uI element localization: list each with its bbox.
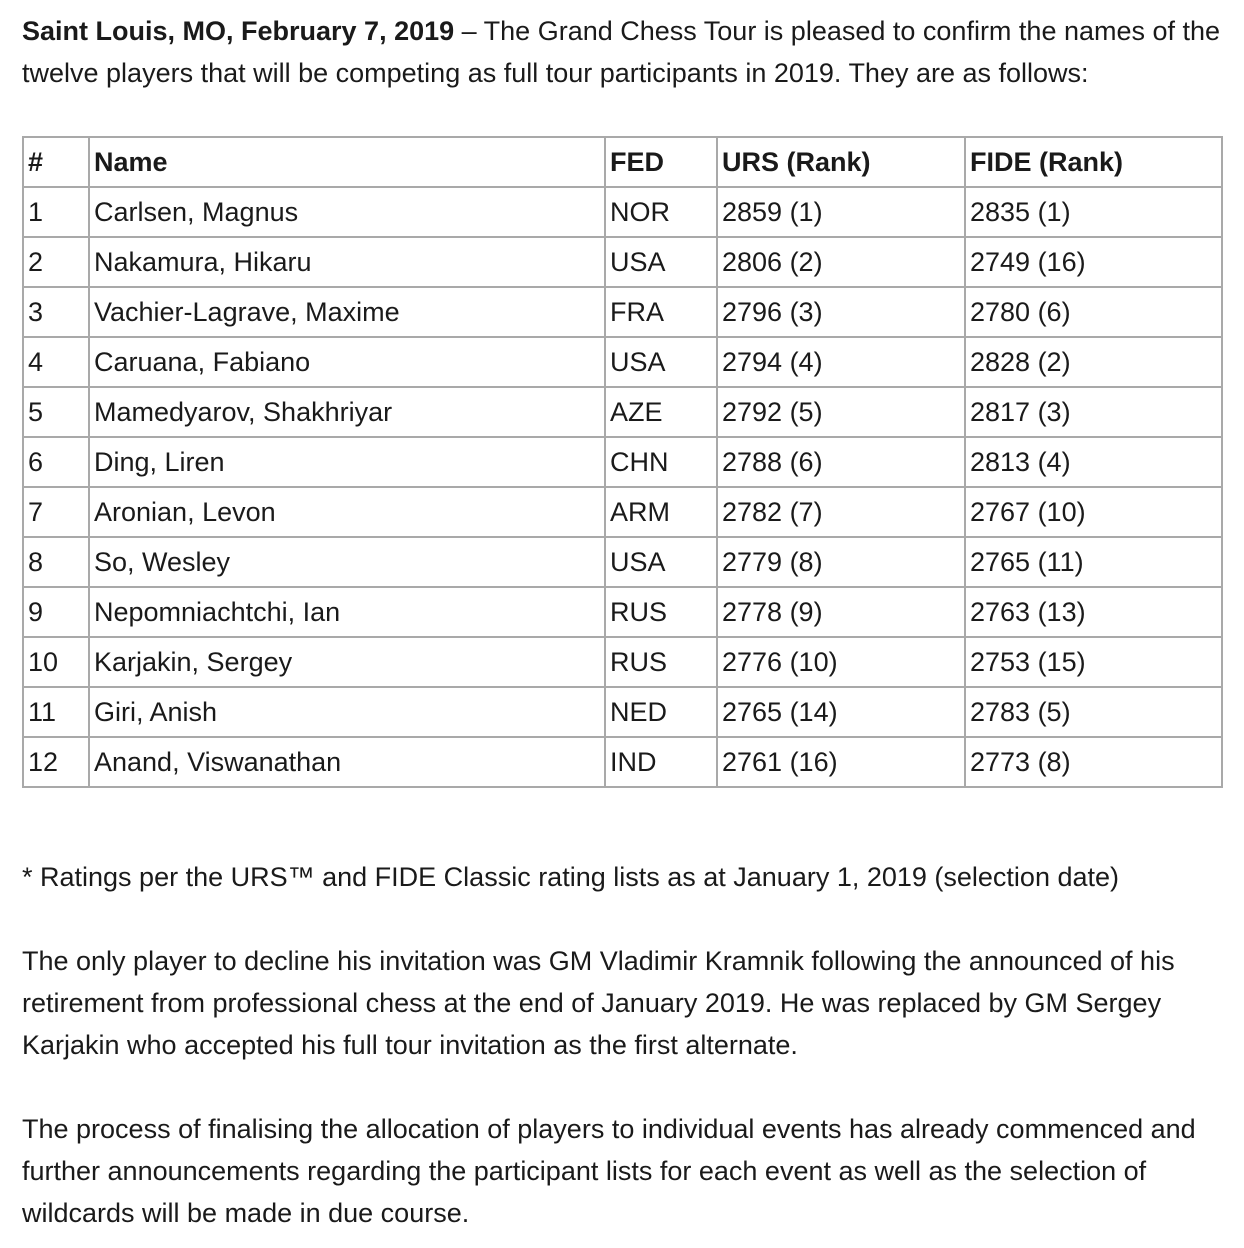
cell-name: Nepomniachtchi, Ian: [89, 587, 605, 637]
cell-urs: 2859 (1): [717, 187, 965, 237]
cell-name: Karjakin, Sergey: [89, 637, 605, 687]
cell-urs: 2761 (16): [717, 737, 965, 787]
cell-number: 10: [23, 637, 89, 687]
cell-federation: USA: [605, 537, 717, 587]
dateline: Saint Louis, MO, February 7, 2019: [22, 16, 455, 46]
table-row: [23, 637, 1222, 687]
cell-fide: 2780 (6): [965, 287, 1222, 337]
cell-number: 3: [23, 287, 89, 337]
cell-federation: NOR: [605, 187, 717, 237]
table-row: [23, 437, 1222, 487]
intro-paragraph: [22, 10, 1227, 94]
cell-urs: 2779 (8): [717, 537, 965, 587]
cell-urs: 2782 (7): [717, 487, 965, 537]
cell-name: So, Wesley: [89, 537, 605, 587]
table-header-row: [23, 137, 1222, 187]
table-row: [23, 737, 1222, 787]
cell-urs: 2806 (2): [717, 237, 965, 287]
table-row: [23, 337, 1222, 387]
cell-fide: 2828 (2): [965, 337, 1222, 387]
table-row: [23, 237, 1222, 287]
cell-name: Ding, Liren: [89, 437, 605, 487]
cell-urs: 2796 (3): [717, 287, 965, 337]
cell-fide: 2767 (10): [965, 487, 1222, 537]
cell-fide: 2817 (3): [965, 387, 1222, 437]
cell-fide: 2763 (13): [965, 587, 1222, 637]
cell-number: 7: [23, 487, 89, 537]
table-row: [23, 387, 1222, 437]
table-row: [23, 487, 1222, 537]
cell-number: 4: [23, 337, 89, 387]
cell-fide: 2765 (11): [965, 537, 1222, 587]
intro-text: – The Grand Chess Tour is pleased to confirm the names of the twelve players that will be competing as full tour participants in 2019. They are as follows:: [22, 16, 1221, 88]
cell-federation: NED: [605, 687, 717, 737]
table-row: [23, 687, 1222, 737]
process-paragraph: The process of finalising the allocation of players to individual events has already commenced and further announcements regarding the participant lists for each event as well as the selection of wildcards will be made in due course.: [22, 1114, 1196, 1228]
cell-fide: 2749 (16): [965, 237, 1222, 287]
header-fide-rank: FIDE (Rank): [965, 137, 1222, 187]
cell-federation: AZE: [605, 387, 717, 437]
cell-federation: CHN: [605, 437, 717, 487]
players-table: [22, 136, 1223, 788]
cell-number: 8: [23, 537, 89, 587]
cell-urs: 2776 (10): [717, 637, 965, 687]
cell-number: 2: [23, 237, 89, 287]
cell-fide: 2753 (15): [965, 637, 1222, 687]
ratings-footnote: * Ratings per the URS™ and FIDE Classic rating lists as at January 1, 2019 (selection date): [22, 862, 1120, 892]
cell-number: 9: [23, 587, 89, 637]
cell-fide: 2813 (4): [965, 437, 1222, 487]
table-row: [23, 537, 1222, 587]
cell-federation: RUS: [605, 587, 717, 637]
cell-urs: 2765 (14): [717, 687, 965, 737]
cell-federation: IND: [605, 737, 717, 787]
header-federation: FED: [605, 137, 717, 187]
cell-name: Carlsen, Magnus: [89, 187, 605, 237]
cell-fide: 2835 (1): [965, 187, 1222, 237]
table-row: [23, 187, 1222, 237]
cell-fide: 2773 (8): [965, 737, 1222, 787]
cell-name: Anand, Viswanathan: [89, 737, 605, 787]
header-number: #: [23, 137, 89, 187]
cell-number: 1: [23, 187, 89, 237]
cell-number: 6: [23, 437, 89, 487]
cell-federation: FRA: [605, 287, 717, 337]
cell-urs: 2788 (6): [717, 437, 965, 487]
cell-name: Vachier-Lagrave, Maxime: [89, 287, 605, 337]
cell-number: 5: [23, 387, 89, 437]
cell-federation: USA: [605, 237, 717, 287]
table-row: [23, 587, 1222, 637]
cell-name: Giri, Anish: [89, 687, 605, 737]
header-urs-rank: URS (Rank): [717, 137, 965, 187]
cell-number: 12: [23, 737, 89, 787]
table-row: [23, 287, 1222, 337]
cell-federation: USA: [605, 337, 717, 387]
cell-name: Aronian, Levon: [89, 487, 605, 537]
cell-federation: RUS: [605, 637, 717, 687]
table-body: [23, 187, 1222, 787]
cell-number: 11: [23, 687, 89, 737]
cell-fide: 2783 (5): [965, 687, 1222, 737]
cell-urs: 2794 (4): [717, 337, 965, 387]
cell-name: Caruana, Fabiano: [89, 337, 605, 387]
cell-name: Nakamura, Hikaru: [89, 237, 605, 287]
header-name: Name: [89, 137, 605, 187]
cell-urs: 2792 (5): [717, 387, 965, 437]
cell-federation: ARM: [605, 487, 717, 537]
decline-paragraph: The only player to decline his invitation was GM Vladimir Kramnik following the announced of his retirement from professional chess at the end of January 2019. He was replaced by GM Sergey Karjakin who accepted his full tour invitation as the first alternate.: [22, 946, 1175, 1060]
cell-name: Mamedyarov, Shakhriyar: [89, 387, 605, 437]
cell-urs: 2778 (9): [717, 587, 965, 637]
